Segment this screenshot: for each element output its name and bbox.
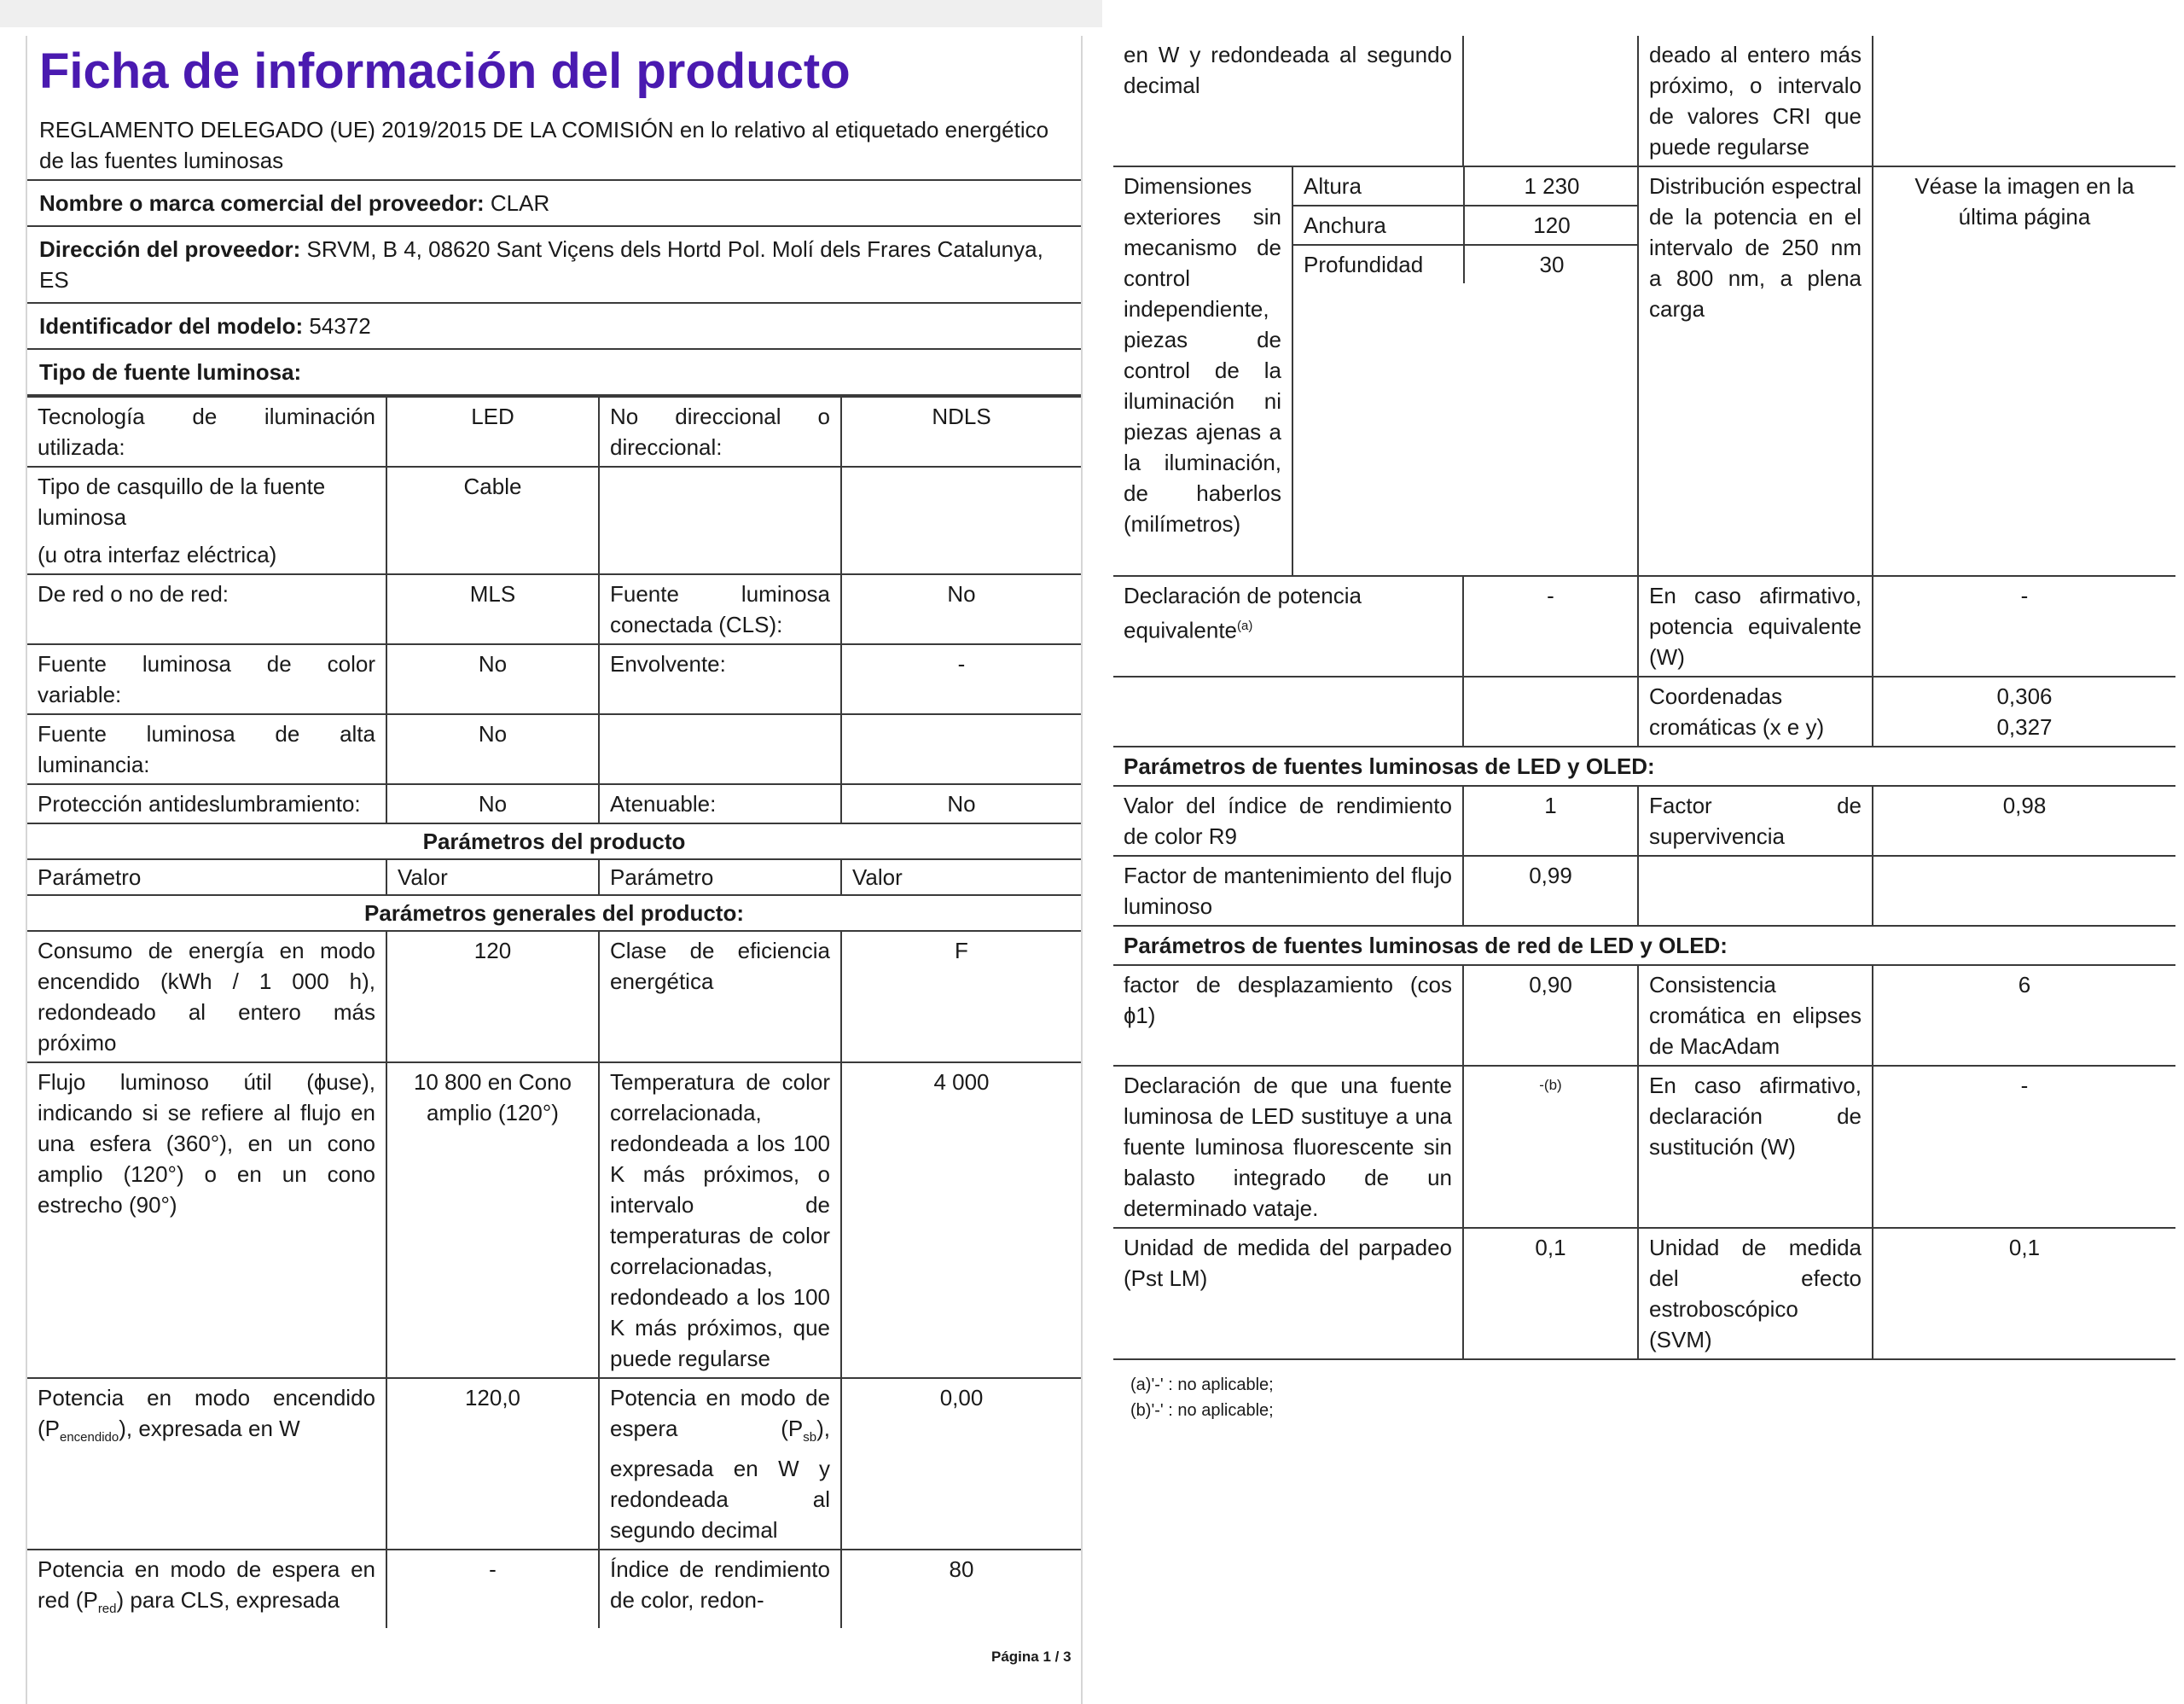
- param-label: En caso afirmativo, declaración de sustitución (W): [1638, 1066, 1873, 1228]
- param-label: Factor de mantenimiento del flujo luminoso: [1113, 856, 1463, 926]
- table-row: [1113, 1228, 2175, 1359]
- dimension-name: Profundidad: [1293, 245, 1464, 283]
- table-row: [27, 931, 1081, 1062]
- dimensions-label: Dimensiones exteriores sin mecanismo de control independiente, piezas de control de la iluminación ni piezas ajenas a la iluminación, de haberlos (milímetros): [1113, 166, 1292, 576]
- dimension-row: [1293, 167, 1639, 206]
- param-value: 0,00: [841, 1378, 1081, 1550]
- cap-type-label: Tipo de casquillo de la fuente luminosa: [38, 474, 326, 530]
- param-label: Declaración de que una fuente luminosa de LED sustituye a una fuente luminosa fluorescente sin balasto integrado de un determinado vataje.: [1113, 1066, 1463, 1228]
- address-label: Dirección del proveedor:: [39, 236, 301, 262]
- footnote-a: (a)'-' : no aplicable;: [1130, 1375, 1274, 1394]
- address-row: [27, 226, 1081, 303]
- param-value: 10 800 en Cono amplio (120°): [386, 1062, 599, 1378]
- dimension-row: [1293, 206, 1639, 245]
- param-value: -: [1873, 1066, 2175, 1228]
- param-value: -: [1463, 576, 1638, 677]
- table-row: [27, 644, 1081, 714]
- param-label: No direccional o direccional:: [599, 397, 841, 467]
- param-label: De red o no de red:: [27, 574, 386, 644]
- dimension-row: [1293, 245, 1639, 283]
- product-params-heading: Parámetros del producto: [27, 823, 1081, 859]
- param-value: No: [386, 784, 599, 823]
- table-row: [27, 397, 1081, 467]
- param-label: Fuente luminosa conectada (CLS):: [599, 574, 841, 644]
- product-params-table: [27, 396, 1081, 1628]
- param-label: Consumo de energía en modo encendido (kWh / 1 000 h), redondeado al entero más próximo: [27, 931, 386, 1062]
- param-label: [27, 467, 386, 574]
- label-subscript: sb: [803, 1430, 817, 1445]
- param-value: LED: [386, 397, 599, 467]
- table-row: [27, 1550, 1081, 1628]
- param-label: Unidad de medida del parpadeo (Pst LM): [1113, 1228, 1463, 1359]
- param-label: [1638, 856, 1873, 926]
- supplier-label: Nombre o marca comercial del proveedor:: [39, 190, 485, 216]
- led-params-heading: Parámetros de fuentes luminosas de LED y OLED:: [1113, 747, 2175, 786]
- column-header: Valor: [841, 859, 1081, 895]
- param-label: Índice de rendimiento de color, redon-: [599, 1550, 841, 1628]
- chromaticity-values: [1873, 677, 2175, 747]
- param-label: deado al entero más próximo, o intervalo de valores CRI que puede regularse: [1638, 36, 1873, 166]
- page-title: Ficha de información del producto: [39, 44, 851, 99]
- param-value: -(b): [1463, 1066, 1638, 1228]
- label-part: ), expresada en W y redondeada al segundo decimal: [610, 1416, 830, 1544]
- param-value: -: [841, 644, 1081, 714]
- supplier-value: CLAR: [490, 190, 550, 216]
- column-header-row: [27, 859, 1081, 895]
- param-value: No: [841, 574, 1081, 644]
- param-value: [841, 467, 1081, 574]
- param-value: No: [386, 714, 599, 784]
- param-label: Flujo luminoso útil (ɸuse), indicando si se refiere al flujo en una esfera (360°), en un cono amplio (120°) o en un cono estrecho (90°): [27, 1062, 386, 1378]
- param-value: -: [1873, 576, 2175, 677]
- regulation-subtitle: REGLAMENTO DELEGADO (UE) 2019/2015 DE LA COMISIÓN en lo relativo al etiquetado energético de las fuentes luminosas: [39, 117, 1049, 173]
- param-value: [841, 714, 1081, 784]
- param-label: [599, 467, 841, 574]
- param-label: [599, 1378, 841, 1550]
- dimensions-values: [1292, 166, 1638, 576]
- dimension-value: 1 230: [1524, 173, 1580, 199]
- label-part: Potencia en modo de espera en red (P: [38, 1556, 375, 1614]
- mains-led-params-heading: Parámetros de fuentes luminosas de red de LED y OLED:: [1113, 926, 2175, 965]
- param-value: 0,1: [1463, 1228, 1638, 1359]
- param-value: 4 000: [841, 1062, 1081, 1378]
- param-label: Temperatura de color correlacionada, redondeada a los 100 K más próximos, o intervalo de temperaturas de color correlacionadas, redondeado a los 100 K más próximos, que puede regularse: [599, 1062, 841, 1378]
- dimension-value: 30: [1539, 252, 1565, 277]
- page-number: Página 1 / 3: [991, 1649, 1072, 1665]
- param-label: factor de desplazamiento (cos ɸ1): [1113, 965, 1463, 1066]
- address-value: SRVM, B 4, 08620 Sant Viçens dels Hortd Pol. Molí dels Frares Catalunya, ES: [39, 236, 1043, 293]
- param-label: [599, 714, 841, 784]
- table-row: [27, 714, 1081, 784]
- param-value: No: [841, 784, 1081, 823]
- table-row: [27, 574, 1081, 644]
- param-label: Factor de supervivencia: [1638, 786, 1873, 856]
- param-value: 80: [841, 1550, 1081, 1628]
- table-row: [1113, 677, 2175, 747]
- model-label: Identificador del modelo:: [39, 313, 304, 339]
- dimensions-inner-table: [1293, 167, 1639, 283]
- table-row: [27, 784, 1081, 823]
- param-value: No: [386, 644, 599, 714]
- param-label: Envolvente:: [599, 644, 841, 714]
- section-heading-row: [1113, 926, 2175, 965]
- param-value: -: [386, 1550, 599, 1628]
- column-header: Parámetro: [27, 859, 386, 895]
- param-value: 0,99: [1463, 856, 1638, 926]
- param-label: En caso afirmativo, potencia equivalente (W): [1638, 576, 1873, 677]
- table-row: [1113, 1066, 2175, 1228]
- param-value: 1: [1463, 786, 1638, 856]
- param-value: 0,98: [1873, 786, 2175, 856]
- dimension-value: 120: [1464, 206, 1639, 245]
- document-page-2: [1113, 36, 2175, 1704]
- table-row: [1113, 786, 2175, 856]
- param-label: Unidad de medida del efecto estroboscópico (SVM): [1638, 1228, 1873, 1359]
- dimension-name: Altura: [1293, 167, 1464, 206]
- label-superscript: (a): [1237, 619, 1253, 633]
- param-value: 0,1: [1873, 1228, 2175, 1359]
- param-value: 0,90: [1463, 965, 1638, 1066]
- table-row: [1113, 965, 2175, 1066]
- label-subscript: red: [97, 1602, 117, 1617]
- cap-type-note: (u otra interfaz eléctrica): [38, 542, 277, 567]
- param-value: 120: [386, 931, 599, 1062]
- param-label: Fuente luminosa de alta luminancia:: [27, 714, 386, 784]
- table-row: [1113, 856, 2175, 926]
- footnote-b: (b)'-' : no aplicable;: [1130, 1401, 1274, 1420]
- param-label: Clase de eficiencia energética: [599, 931, 841, 1062]
- footnotes: [1113, 1372, 2175, 1423]
- param-value: NDLS: [841, 397, 1081, 467]
- supplier-info-table: [27, 179, 1081, 396]
- param-label: [1113, 576, 1463, 677]
- param-label: Tecnología de iluminación utilizada:: [27, 397, 386, 467]
- param-label: [27, 1378, 386, 1550]
- param-value: MLS: [386, 574, 599, 644]
- label-part: Declaración de potencia equivalente: [1124, 583, 1362, 643]
- param-value: F: [841, 931, 1081, 1062]
- param-value: Véase la imagen en la última página: [1873, 166, 2175, 576]
- table-row: [27, 1378, 1081, 1550]
- section-heading-row: [1113, 747, 2175, 786]
- column-header: Valor: [386, 859, 599, 895]
- label-part: ) para CLS, expresada: [116, 1587, 340, 1614]
- general-params-heading: Parámetros generales del producto:: [27, 895, 1081, 931]
- param-value: 120,0: [386, 1378, 599, 1550]
- supplier-row: [27, 180, 1081, 226]
- light-source-type-row: [27, 349, 1081, 395]
- top-strip: [0, 0, 1102, 27]
- param-label: Fuente luminosa de color variable:: [27, 644, 386, 714]
- document-page-1: [26, 36, 1083, 1704]
- section-heading-row: [27, 895, 1081, 931]
- param-value: [1873, 856, 2175, 926]
- dimensions-row: [1113, 166, 2175, 576]
- section-heading-row: [27, 823, 1081, 859]
- label-subscript: encendido: [60, 1430, 119, 1445]
- column-header: Parámetro: [599, 859, 841, 895]
- param-label: [27, 1550, 386, 1628]
- param-label: Coordenadas cromáticas (x e y): [1638, 677, 1873, 747]
- light-source-type-heading: Tipo de fuente luminosa:: [27, 349, 1081, 395]
- param-label: Distribución espectral de la potencia en el intervalo de 250 nm a 800 nm, a plena carga: [1638, 166, 1873, 576]
- param-value: Cable: [386, 467, 599, 574]
- chroma-x: 0,306: [1996, 683, 2053, 709]
- param-value: 6: [1873, 965, 2175, 1066]
- table-row: [27, 1062, 1081, 1378]
- param-label: Protección antideslumbramiento:: [27, 784, 386, 823]
- param-label: Valor del índice de rendimiento de color R9: [1113, 786, 1463, 856]
- table-row: [1113, 576, 2175, 677]
- right-params-table: [1113, 36, 2175, 1360]
- param-label: Atenuable:: [599, 784, 841, 823]
- param-label: en W y redondeada al segundo decimal: [1113, 36, 1463, 166]
- dimension-name: Anchura: [1293, 206, 1464, 245]
- label-part: Potencia en modo de espera (P: [610, 1385, 830, 1441]
- param-label: Consistencia cromática en elipses de MacAdam: [1638, 965, 1873, 1066]
- model-row: [27, 303, 1081, 349]
- model-value: 54372: [309, 313, 371, 339]
- label-part: Potencia en modo encendido (P: [38, 1385, 375, 1441]
- table-row: [27, 467, 1081, 574]
- table-row: [1113, 36, 2175, 166]
- label-part: ), expresada en W: [119, 1416, 300, 1441]
- chroma-y: 0,327: [1996, 714, 2053, 740]
